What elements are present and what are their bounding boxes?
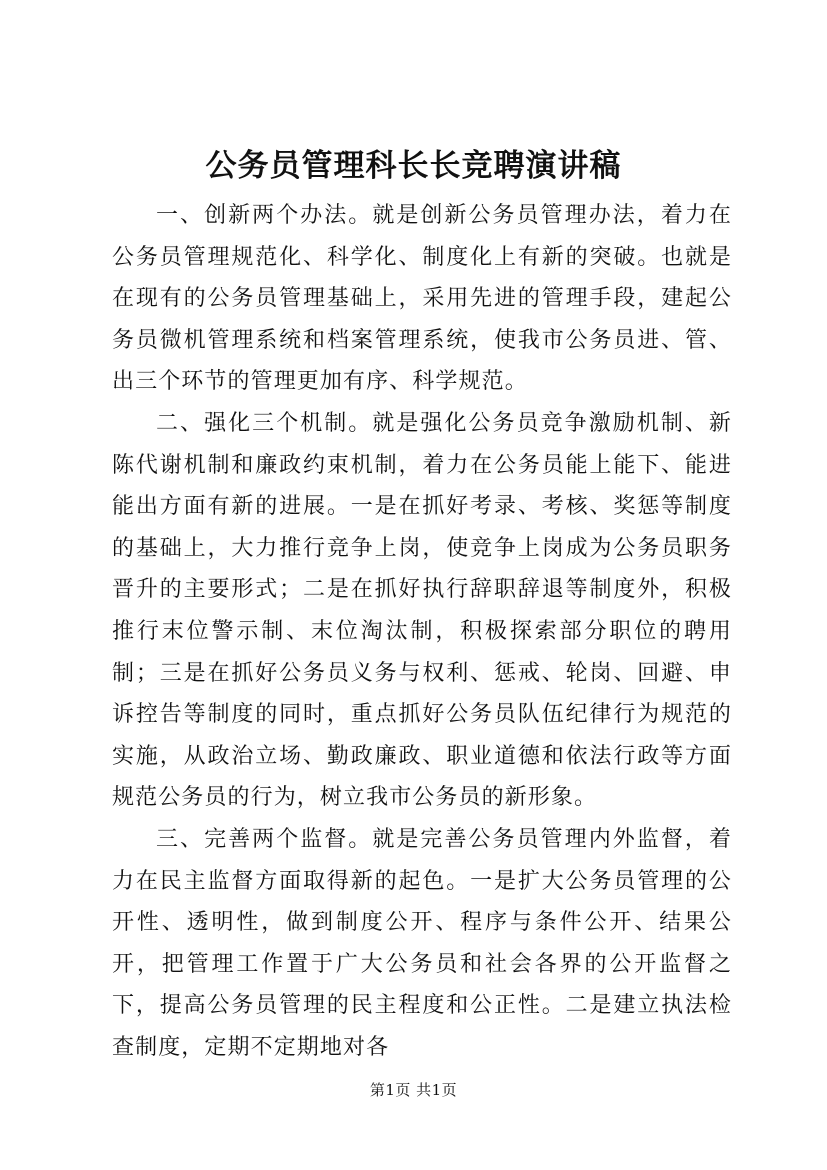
paragraph-3: 三、完善两个监督。就是完善公务员管理内外监督，着力在民主监督方面取得新的起色。一是扩大公务员管理的公开性、透明性，做到制度公开、程序与条件公开、结果公开，把管理工作置于广大公务员和社会各界的公开监督之下，提高公务员管理的民主程度和公正性。二是建立执法检查制度，定期不定期地对各 xyxy=(112,826,732,1060)
page-footer: 第1页 共1页 xyxy=(369,1081,458,1099)
document-body xyxy=(112,195,732,1068)
document-title: 公务员管理科长长竞聘演讲稿 xyxy=(205,148,622,184)
paragraph-1: 一、创新两个办法。就是创新公务员管理办法，着力在公务员管理规范化、科学化、制度化上有新的突破。也就是在现有的公务员管理基础上，采用先进的管理手段，建起公务员微机管理系统和档案管理系统，使我市公务员进、管、出三个环节的管理更加有序、科学规范。 xyxy=(112,203,732,395)
paragraph-2: 二、强化三个机制。就是强化公务员竞争激励机制、新陈代谢机制和廉政约束机制，着力在公务员能上能下、能进能出方面有新的进展。一是在抓好考录、考核、奖惩等制度的基础上，大力推行竞争上岗，使竞争上岗成为公务员职务晋升的主要形式；二是在抓好执行辞职辞退等制度外，积极推行末位警示制、末位淘汰制，积极探索部分职位的聘用制；三是在抓好公务员义务与权利、惩戒、轮岗、回避、申诉控告等制度的同时，重点抓好公务员队伍纪律行为规范的实施，从政治立场、勤政廉政、职业道德和依法行政等方面规范公务员的行为，树立我市公务员的新形象。 xyxy=(112,410,732,811)
